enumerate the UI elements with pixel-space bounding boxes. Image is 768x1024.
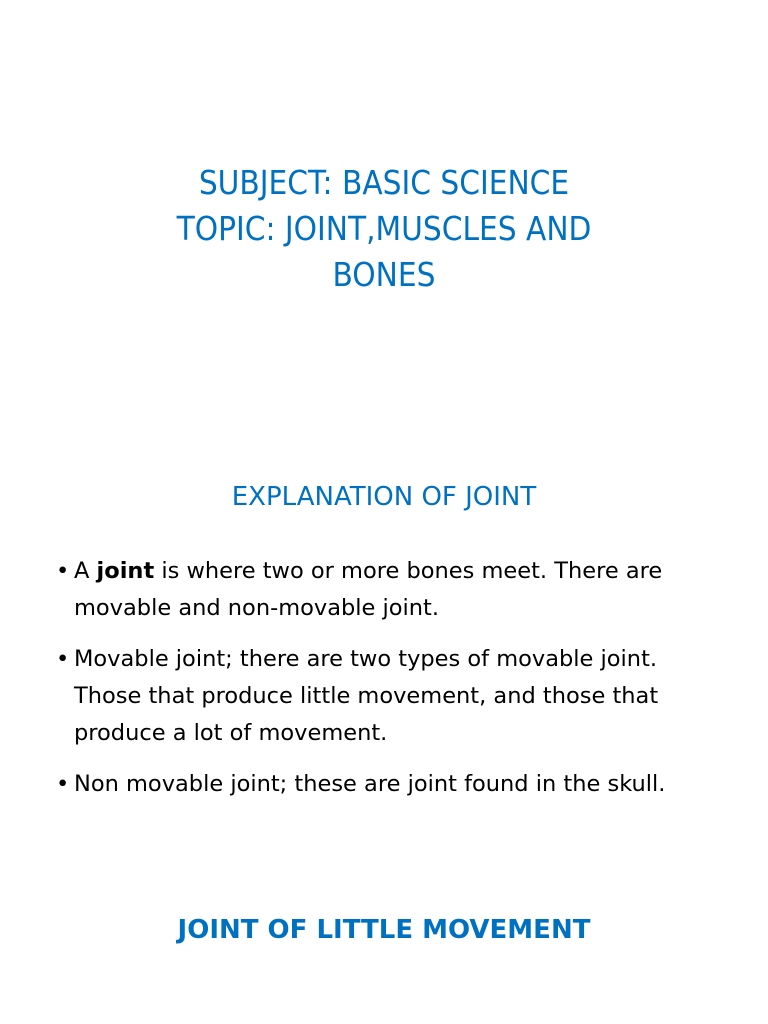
bullet-icon: • [56,771,70,797]
bullet-icon: • [56,558,70,584]
bullet-text: Movable joint; there are two types of movable joint. Those that produce little movement, and those that produce a lot of movement. [74,646,659,746]
term-joint: joint [96,558,155,584]
bullet-text: Non movable joint; these are joint found in the skull. [74,771,666,797]
bullet-non-movable-joint [56,766,726,803]
little-movement-heading: JOINT OF LITTLE MOVEMENT [177,915,591,945]
bullet-joint-definition [56,553,726,627]
bullet-movable-joint [56,641,726,752]
bullet-text: is where two or more bones meet. There are movable and non-movable joint. [74,558,663,621]
bullet-icon: • [56,646,70,672]
title-topic: TOPIC: JOINT,MUSCLES AND [176,209,592,248]
explanation-bullet-list [56,553,726,817]
title-topic-continued: BONES [332,255,436,294]
title-subject: SUBJECT: BASIC SCIENCE [198,163,570,202]
slide-title [0,160,768,298]
bullet-lead-text: A [74,558,97,584]
explanation-heading: EXPLANATION OF JOINT [231,482,537,512]
